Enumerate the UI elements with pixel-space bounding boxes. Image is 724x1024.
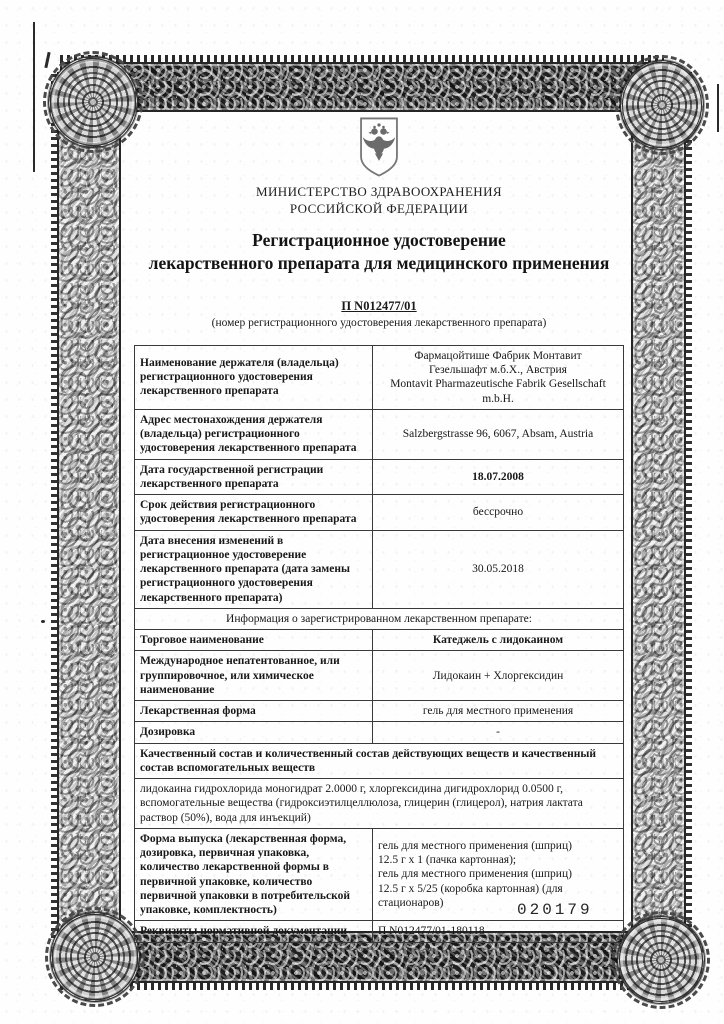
- document-title-line1: Регистрационное удостоверение: [252, 230, 506, 251]
- table-row: [135, 608, 624, 629]
- scan-artifact-speck: [41, 620, 45, 623]
- scan-artifact-edge-line: [33, 22, 35, 172]
- table-row: [135, 722, 624, 743]
- table-row: [135, 701, 624, 722]
- corner-rosette-top-right: [620, 60, 704, 150]
- table-cell-value: 18.07.2008: [373, 459, 624, 495]
- registration-table: [134, 345, 624, 943]
- scan-artifact-right-line: [717, 84, 719, 132]
- table-row: [135, 495, 624, 531]
- table-row: [135, 409, 624, 459]
- table-cell-label: Торговое наименование: [135, 630, 373, 651]
- registration-number-caption: (номер регистрационного удостоверения лекарственного препарата): [211, 316, 547, 329]
- scan-artifact-tick: [44, 52, 50, 68]
- table-cell-label: Международное непатентованное, или группировочное, или химическое наименование: [135, 651, 373, 701]
- table-cell-label: Лекарственная форма: [135, 701, 373, 722]
- corner-rosette-top-left: [48, 56, 138, 148]
- ministry-name-line2: РОССИЙСКОЙ ФЕДЕРАЦИИ: [289, 200, 469, 216]
- table-cell-span: Качественный состав и количественный состав действующих веществ и качественный состав вспомогательных веществ: [135, 743, 624, 779]
- serial-number: 020179: [517, 901, 593, 919]
- table-cell-value: гель для местного применения: [373, 701, 624, 722]
- ornate-border-left: [57, 72, 121, 938]
- table-cell-value: -: [373, 722, 624, 743]
- table-cell-label: Форма выпуска (лекарственная форма, дозировка, первичная упаковка, количество лекарственной формы в первичной упаковке, количество первичной упаковки в потребительской упаковке, комплектность): [135, 828, 373, 921]
- document-title: [126, 229, 632, 275]
- table-cell-span: Информация о зарегистрированном лекарственном препарате:: [135, 608, 624, 629]
- table-row: [135, 345, 624, 409]
- table-cell-value: Фармацойтише Фабрик Монтавит Гезельшафт м.б.Х., Австрия Montavit Pharmazeutische Fabrik Gesellschaft m.b.H.: [373, 345, 624, 409]
- table-cell-label: Дозировка: [135, 722, 373, 743]
- table-cell-value: гель для местного применения (шприц) 12.5 г x 1 (пачка картонная); гель для местного применения (шприц) 12.5 г x 5/25 (коробка картонная) (для стационаров): [373, 828, 624, 921]
- russian-coat-of-arms-icon: [354, 116, 404, 178]
- table-row: [135, 779, 624, 829]
- table-cell-value: Salzbergstrasse 96, 6067, Absam, Austria: [373, 409, 624, 459]
- ornate-border-top: [60, 62, 664, 112]
- table-row: [135, 743, 624, 779]
- table-cell-label: Дата государственной регистрации лекарственного препарата: [135, 459, 373, 495]
- document-content: [126, 116, 632, 943]
- table-row: [135, 459, 624, 495]
- registration-number: П N012477/01: [341, 298, 417, 313]
- table-row: [135, 921, 624, 942]
- table-row: [135, 530, 624, 608]
- table-cell-label: Дата внесения изменений в регистрационное удостоверение лекарственного препарата (дата замены регистрационного удостоверения лекарственного препарата): [135, 530, 373, 608]
- table-cell-label: Срок действия регистрационного удостоверения лекарственного препарата: [135, 495, 373, 531]
- table-cell-value: бессрочно: [373, 495, 624, 531]
- ornate-border-right: [631, 72, 686, 934]
- table-cell-value: 30.05.2018: [373, 530, 624, 608]
- table-cell-label: Реквизиты нормативной документации: [135, 921, 373, 942]
- table-row: [135, 630, 624, 651]
- table-row: [135, 651, 624, 701]
- table-cell-value: Катеджель с лидокаином: [373, 630, 624, 651]
- table-cell-label: Наименование держателя (владельца) регистрационного удостоверения лекарственного препарата: [135, 345, 373, 409]
- table-cell-span: лидокаина гидрохлорида моногидрат 2.0000 г, хлоргексидина дигидрохлорид 0.0500 г, вспомогательные вещества (гидроксиэтилцеллюлоза, глицерин (глицерол), натрия лактата раствор (50%), вода для инъекций): [135, 779, 624, 829]
- ministry-name-line1: МИНИСТЕРСТВО ЗДРАВООХРАНЕНИЯ: [256, 184, 502, 199]
- registration-table-body: [135, 345, 624, 942]
- table-cell-value: П N012477/01-180118: [373, 921, 624, 942]
- table-cell-value: Лидокаин + Хлоргексидин: [373, 651, 624, 701]
- table-cell-label: Адрес местонахождения держателя (владельца) регистрационного удостоверения лекарственного препарата: [135, 409, 373, 459]
- document-title-line2: лекарственного препарата для медицинского применения: [148, 253, 610, 273]
- ministry-name: [126, 184, 632, 217]
